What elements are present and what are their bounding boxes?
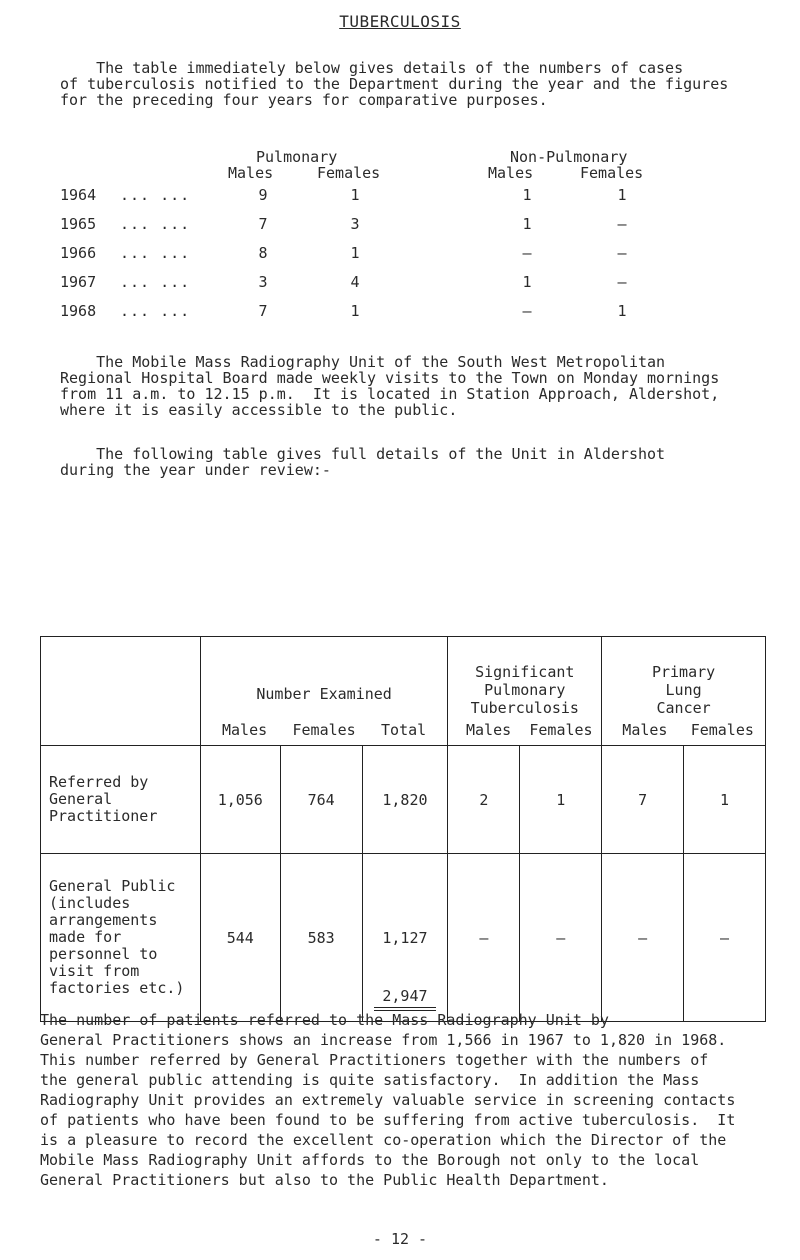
paragraph-line: the general public attending is quite satisfactory. In addition the Mass bbox=[40, 1071, 700, 1089]
total-cell bbox=[362, 854, 448, 1022]
header-label: Tuberculosis bbox=[470, 699, 579, 717]
cell-value: – bbox=[520, 854, 602, 1022]
intro-paragraph bbox=[60, 60, 760, 108]
cell-value: – bbox=[617, 215, 627, 233]
year-row bbox=[60, 302, 700, 328]
row-label-line: visit from bbox=[49, 962, 140, 980]
mobile-unit-paragraph bbox=[60, 354, 760, 418]
row-label-line: factories etc.) bbox=[49, 979, 185, 997]
cell-value: 544 bbox=[200, 854, 280, 1022]
header-label: Number Examined bbox=[256, 685, 392, 703]
cell-value: 1 bbox=[350, 244, 360, 262]
cell-value: 8 bbox=[258, 244, 268, 262]
header-row bbox=[41, 637, 766, 746]
row-label-line: made for bbox=[49, 928, 122, 946]
dot-leader: ... ... bbox=[120, 215, 191, 233]
paragraph-line: The number of patients referred to the Mass Radiography Unit by bbox=[40, 1011, 609, 1029]
cell-value: 764 bbox=[280, 746, 362, 854]
cell-value: 1,127 bbox=[382, 928, 428, 947]
closing-paragraph bbox=[40, 1010, 780, 1190]
header-primary-lung-cancer bbox=[602, 637, 766, 746]
row-label-referred bbox=[41, 746, 201, 854]
intro-line: for the preceding four years for comparative purposes. bbox=[60, 91, 548, 109]
header-number-examined bbox=[200, 637, 448, 746]
cell-value: 7 bbox=[258, 302, 268, 320]
paragraph-line: during the year under review:- bbox=[60, 461, 331, 479]
sub-header-females: Females bbox=[690, 721, 754, 739]
header-label: Significant bbox=[475, 663, 575, 681]
sub-header-females: Females bbox=[292, 721, 356, 739]
paragraph-line: where it is easily accessible to the public. bbox=[60, 401, 458, 419]
year-label: 1966 bbox=[60, 244, 97, 262]
paragraph-line: Radiography Unit provides an extremely valuable service in screening contacts bbox=[40, 1091, 736, 1109]
page-number: - 12 - bbox=[372, 1230, 428, 1248]
header-significant-tuberculosis bbox=[448, 637, 602, 746]
header-label: Lung bbox=[665, 681, 702, 699]
row-label-line: personnel to bbox=[49, 945, 158, 963]
table-row bbox=[41, 854, 766, 1022]
cell-value: – bbox=[617, 273, 627, 291]
cell-value: – bbox=[617, 244, 627, 262]
sub-header-males: Males bbox=[228, 164, 274, 182]
header-label: Cancer bbox=[656, 699, 711, 717]
cell-value: 1 bbox=[350, 186, 360, 204]
year-row bbox=[60, 186, 700, 212]
row-label-line: General bbox=[49, 790, 113, 808]
intro-line: of tuberculosis notified to the Department during the year and the figures bbox=[60, 75, 729, 93]
cell-value: – bbox=[684, 854, 766, 1022]
sub-header-males: Males bbox=[488, 164, 534, 182]
cell-value: 7 bbox=[602, 746, 684, 854]
cell-value: – bbox=[448, 854, 520, 1022]
paragraph-line: of patients who have been found to be suffering from active tuberculosis. It bbox=[40, 1111, 736, 1129]
cell-value: – bbox=[522, 244, 532, 262]
grand-total-value: 2,947 bbox=[382, 987, 428, 1005]
paragraph-line: The Mobile Mass Radiography Unit of the South West Metropolitan bbox=[60, 353, 666, 371]
cell-value: – bbox=[602, 854, 684, 1022]
sub-header-males: Males bbox=[622, 721, 668, 739]
cell-value: 1 bbox=[520, 746, 602, 854]
cell-value: 1 bbox=[684, 746, 766, 854]
row-label-line: General Public bbox=[49, 877, 176, 895]
cell-value: 9 bbox=[258, 186, 268, 204]
intro-line: The table immediately below gives details of the numbers of cases bbox=[60, 59, 684, 77]
cell-value: 1 bbox=[522, 215, 532, 233]
sub-header-females: Females bbox=[529, 721, 593, 739]
grand-total bbox=[363, 987, 448, 1011]
row-label-line: Referred by bbox=[49, 773, 149, 791]
cell-value: 1 bbox=[617, 186, 627, 204]
year-row bbox=[60, 215, 700, 241]
following-paragraph bbox=[60, 446, 760, 478]
year-row bbox=[60, 244, 700, 270]
cell-value: 1 bbox=[350, 302, 360, 320]
table-row bbox=[41, 746, 766, 854]
cell-value: – bbox=[522, 302, 532, 320]
header-blank-cell bbox=[41, 637, 201, 746]
dot-leader: ... ... bbox=[120, 273, 191, 291]
cell-value: 583 bbox=[280, 854, 362, 1022]
dot-leader: ... ... bbox=[120, 186, 191, 204]
cell-value: 3 bbox=[258, 273, 268, 291]
group-header-non-pulmonary: Non-Pulmonary bbox=[510, 148, 628, 166]
year-label: 1968 bbox=[60, 302, 97, 320]
cell-value: 1 bbox=[522, 273, 532, 291]
row-label-line: Practitioner bbox=[49, 807, 158, 825]
sub-header-females: Females bbox=[317, 164, 381, 182]
cell-value: 1,820 bbox=[362, 746, 448, 854]
sub-header-total: Total bbox=[381, 721, 427, 739]
page-title: TUBERCULOSIS bbox=[339, 12, 461, 31]
dot-leader: ... ... bbox=[120, 244, 191, 262]
cell-value: 4 bbox=[350, 273, 360, 291]
paragraph-line: Mobile Mass Radiography Unit affords to the Borough not only to the local bbox=[40, 1151, 700, 1169]
sub-header-males: Males bbox=[222, 721, 268, 739]
cell-value: 2 bbox=[448, 746, 520, 854]
year-row bbox=[60, 273, 700, 299]
cell-value: 1,056 bbox=[200, 746, 280, 854]
paragraph-line: from 11 a.m. to 12.15 p.m. It is located in Station Approach, Aldershot, bbox=[60, 385, 720, 403]
row-label-line: arrangements bbox=[49, 911, 158, 929]
cell-value: 7 bbox=[258, 215, 268, 233]
sub-header-females: Females bbox=[580, 164, 644, 182]
header-label: Pulmonary bbox=[484, 681, 566, 699]
cell-value: 3 bbox=[350, 215, 360, 233]
paragraph-line: The following table gives full details of the Unit in Aldershot bbox=[60, 445, 666, 463]
paragraph-line: is a pleasure to record the excellent co-operation which the Director of the bbox=[40, 1131, 727, 1149]
paragraph-line: This number referred by General Practitioners together with the numbers of bbox=[40, 1051, 709, 1069]
paragraph-line: General Practitioners but also to the Public Health Department. bbox=[40, 1171, 609, 1189]
year-label: 1964 bbox=[60, 186, 97, 204]
header-label: Primary bbox=[651, 663, 716, 681]
dot-leader: ... ... bbox=[120, 302, 191, 320]
paragraph-line: Regional Hospital Board made weekly visits to the Town on Monday mornings bbox=[60, 369, 720, 387]
sub-header-males: Males bbox=[466, 721, 512, 739]
year-label: 1967 bbox=[60, 273, 97, 291]
cell-value: 1 bbox=[522, 186, 532, 204]
cell-value: 1 bbox=[617, 302, 627, 320]
row-label-general-public bbox=[41, 854, 201, 1022]
year-label: 1965 bbox=[60, 215, 97, 233]
group-header-pulmonary: Pulmonary bbox=[256, 148, 338, 166]
paragraph-line: General Practitioners shows an increase from 1,566 in 1967 to 1,820 in 1968. bbox=[40, 1031, 727, 1049]
row-label-line: (includes bbox=[49, 894, 131, 912]
radiography-unit-table bbox=[40, 636, 766, 1022]
